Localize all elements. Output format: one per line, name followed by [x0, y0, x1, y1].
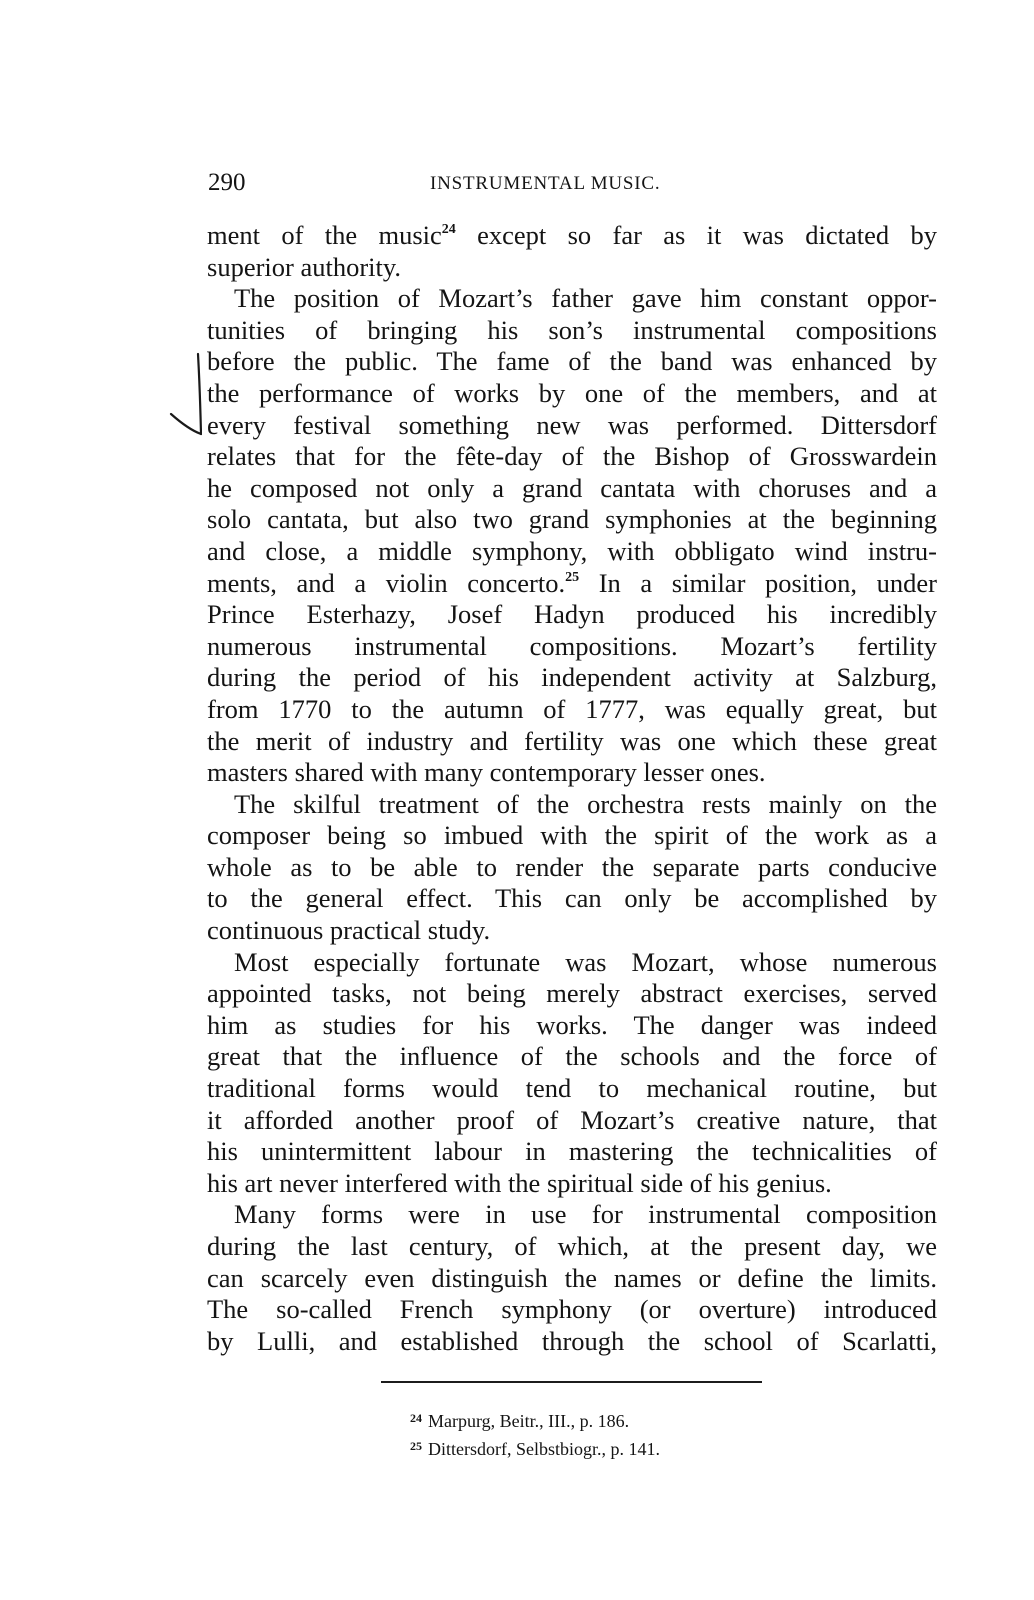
- text-segment: except so far as it was dictated by: [455, 220, 937, 250]
- text-line: [207, 726, 937, 758]
- text-line: [207, 631, 937, 663]
- text-segment: it afforded another proof of Mozart’s creative nature, that: [207, 1104, 937, 1135]
- text-line: [207, 441, 937, 473]
- text-segment: numerous instrumental compositions. Mozart’s fertility: [207, 630, 937, 661]
- text-line: [207, 1199, 937, 1231]
- text-segment: every festival something new was performed. Dittersdorf: [207, 409, 937, 440]
- running-title: INSTRUMENTAL MUSIC.: [430, 173, 661, 194]
- text-segment: great that the influence of the schools and the force of: [207, 1041, 937, 1072]
- text-line: [207, 978, 937, 1010]
- text-segment: traditional forms would tend to mechanical routine, but: [207, 1073, 937, 1104]
- text-segment: superior authority.: [207, 251, 402, 282]
- text-line: [207, 346, 937, 378]
- text-line: [207, 1294, 937, 1326]
- text-line: [207, 1136, 937, 1168]
- text-segment: during the period of his independent activity at Salzburg,: [207, 662, 937, 693]
- text-segment: In a similar position, under: [579, 567, 937, 598]
- text-segment: from 1770 to the autumn of 1777, was equally great, but: [207, 693, 937, 724]
- text-line: [207, 252, 937, 284]
- text-segment: him as studies for his works. The danger was indeed: [207, 1009, 937, 1040]
- text-line: [207, 694, 937, 726]
- text-segment: relates that for the fête-day of the Bishop of Grosswardein: [207, 441, 937, 472]
- footnote: [410, 1432, 830, 1460]
- text-segment: ment of the music: [207, 220, 442, 250]
- text-segment: The skilful treatment of the orchestra rests mainly on the: [234, 788, 937, 819]
- text-segment: during the last century, of which, at the present day, we: [207, 1231, 937, 1261]
- text-line: [207, 1168, 937, 1200]
- text-segment: whole as to be able to render the separate parts conducive: [207, 851, 937, 882]
- text-segment: solo cantata, but also two grand symphonies at the beginning: [207, 504, 937, 535]
- text-line: [207, 315, 937, 347]
- text-segment: can scarcely even distinguish the names or define the limits.: [207, 1262, 937, 1293]
- footnote-rule: [381, 1381, 762, 1383]
- footnote: [410, 1404, 830, 1432]
- text-line: [207, 915, 937, 947]
- text-segment: by Lulli, and established through the school of Scarlatti,: [207, 1325, 937, 1356]
- text-line: [207, 504, 937, 536]
- text-line: [207, 220, 937, 252]
- text-line: [207, 1041, 937, 1073]
- text-line: [207, 378, 937, 410]
- text-line: [207, 852, 937, 884]
- pencil-check-mark-icon: [168, 352, 202, 436]
- text-segment: he composed not only a grand cantata with choruses and a: [207, 472, 937, 503]
- footnote-reference: 25: [565, 569, 580, 585]
- text-segment: appointed tasks, not being merely abstract exercises, served: [207, 978, 937, 1009]
- text-segment: Most especially fortunate was Mozart, whose numerous: [234, 946, 937, 977]
- footnote-mark: 25: [410, 1439, 422, 1453]
- text-segment: The position of Mozart’s father gave him constant oppor-: [234, 283, 937, 314]
- footnote-mark: 24: [410, 1411, 422, 1425]
- text-segment: ments, and a violin concerto.: [207, 567, 566, 598]
- text-line: [207, 568, 937, 600]
- text-line: [207, 883, 937, 915]
- text-line: [207, 757, 937, 789]
- footnote-text: Dittersdorf, Selbstbiogr., p. 141.: [428, 1439, 660, 1459]
- text-line: [207, 599, 937, 631]
- text-segment: Prince Esterhazy, Josef Hadyn produced his incredibly: [207, 599, 937, 630]
- footnote-reference: 24: [441, 222, 456, 237]
- text-segment: his art never interfered with the spiritual side of his genius.: [207, 1167, 832, 1198]
- text-segment: the performance of works by one of the members, and at: [207, 377, 937, 408]
- text-line: [207, 1073, 937, 1105]
- text-segment: Many forms were in use for instrumental composition: [234, 1199, 937, 1230]
- running-head: [208, 168, 936, 198]
- text-segment: The so-called French symphony (or overture) introduced: [207, 1294, 937, 1325]
- text-line: [207, 1010, 937, 1042]
- text-segment: to the general effect. This can only be accomplished by: [207, 883, 937, 914]
- body-text: [207, 220, 937, 1357]
- text-segment: continuous practical study.: [207, 915, 491, 946]
- footnote-text: Marpurg, Beitr., III., p. 186.: [428, 1411, 630, 1431]
- text-line: [207, 1231, 937, 1263]
- page-number: 290: [208, 169, 246, 196]
- text-line: [207, 283, 937, 315]
- text-segment: composer being so imbued with the spirit of the work as a: [207, 820, 937, 851]
- text-line: [207, 662, 937, 694]
- text-segment: his unintermittent labour in mastering the technicalities of: [207, 1136, 937, 1167]
- text-line: [207, 789, 937, 821]
- text-line: [207, 1105, 937, 1137]
- text-line: [207, 820, 937, 852]
- text-line: [207, 410, 937, 442]
- text-line: [207, 1326, 937, 1358]
- text-segment: masters shared with many contemporary lesser ones.: [207, 757, 766, 788]
- text-segment: the merit of industry and fertility was one which these great: [207, 725, 937, 756]
- text-line: [207, 536, 937, 568]
- footnotes: [410, 1404, 830, 1460]
- text-line: [207, 1263, 937, 1295]
- text-segment: and close, a middle symphony, with obbligato wind instru-: [207, 535, 937, 566]
- text-line: [207, 473, 937, 505]
- text-segment: before the public. The fame of the band was enhanced by: [207, 346, 937, 377]
- text-segment: tunities of bringing his son’s instrumental compositions: [207, 314, 937, 345]
- text-line: [207, 947, 937, 979]
